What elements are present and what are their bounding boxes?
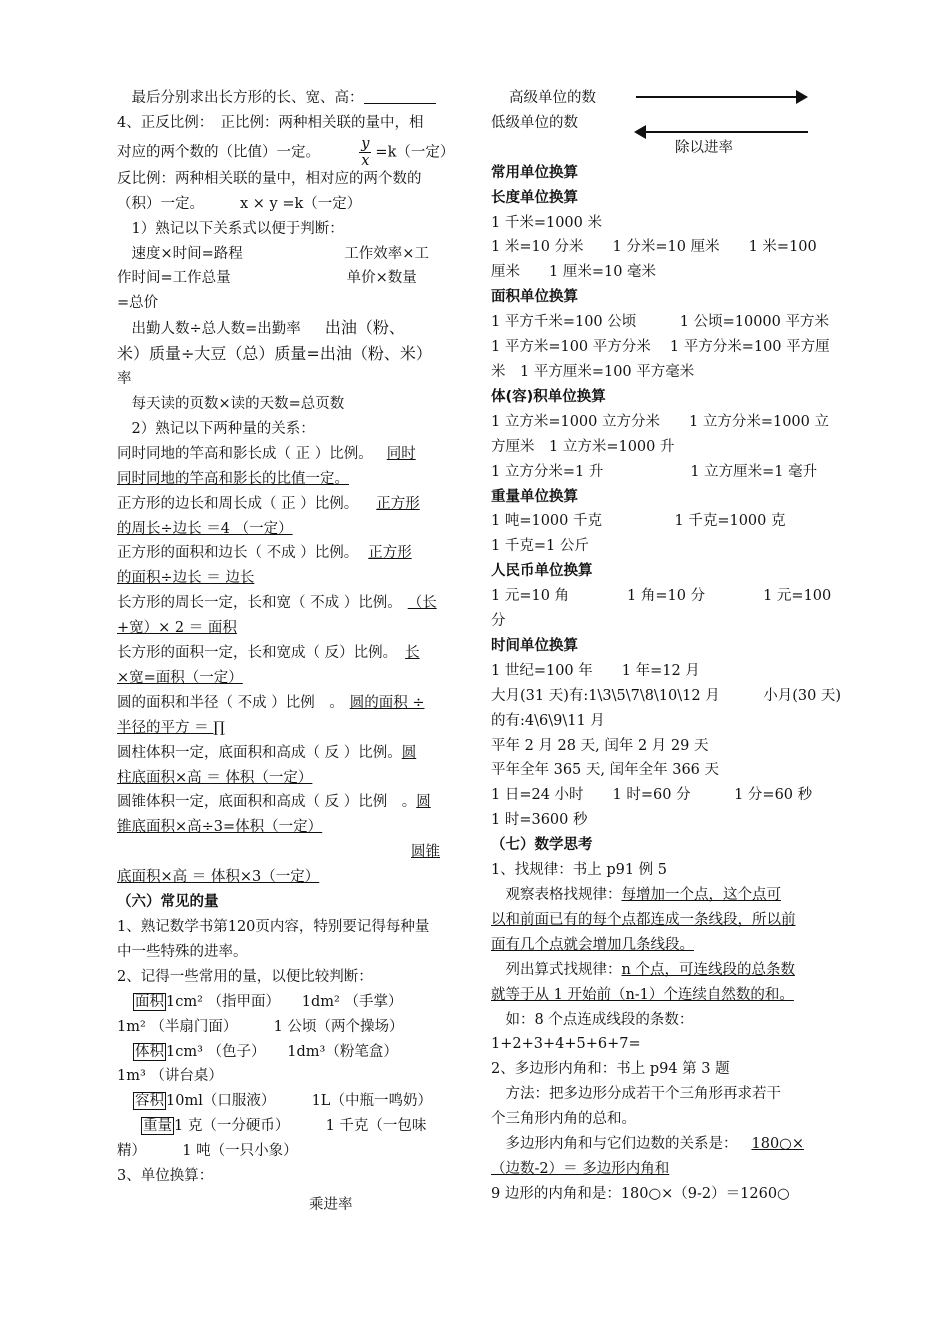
section-heading: 常用单位换算 <box>491 164 578 181</box>
line: 1 日=24 小时 1 时=60 分 1 分=60 秒 <box>491 787 813 804</box>
line: 1 世纪=100 年 1 年=12 月 <box>491 662 700 679</box>
left-column <box>117 86 460 1218</box>
line: 作时间=工作总量 单价×数量 <box>117 270 417 287</box>
line: 1 立方米=1000 立方分米 1 立方分米=1000 立 <box>491 413 829 430</box>
line: 方法：把多边形分成若干个三角形再求若干 <box>491 1086 781 1103</box>
line: 最后分别求出长方形的长、宽、高： <box>117 86 460 111</box>
line: 个三角形内角的总和。 <box>491 1111 636 1128</box>
line: 米）质量÷大豆（总）质量=出油（粉、米） <box>117 344 432 364</box>
line: 观察表格找规律：每增加一个点，这个点可 <box>491 887 781 903</box>
section-heading: 面积单位换算 <box>491 289 578 306</box>
line: 1 立方分米=1 升 1 立方厘米=1 毫升 <box>491 463 818 480</box>
section-heading: 体(容)积单位换算 <box>491 388 606 405</box>
line: 柱底面积×高 ＝ 体积（一定） <box>117 769 313 786</box>
line: 同时同地的竿高和影长的比值一定。 <box>117 470 349 487</box>
capacity-box: 容积 <box>135 1093 164 1110</box>
line: 长方形的周长一定，长和宽（ 不成 ）比例。 （长 <box>117 595 437 612</box>
line: 1 米=10 分米 1 分米=10 厘米 1 米=100 <box>491 239 817 256</box>
line: 以和前面已有的每个点都连成一条线段，所以前 <box>491 911 796 928</box>
line: ×宽=面积（一定） <box>117 669 243 686</box>
line: 率 <box>117 371 132 388</box>
line: 的有:4\6\9\11 月 <box>491 712 605 729</box>
section-heading: 重量单位换算 <box>491 488 578 505</box>
right-arrow-head-icon <box>796 90 808 104</box>
line: 1 时=3600 秒 <box>491 812 588 829</box>
line: 多边形内角和与它们边数的关系是： 180○× <box>491 1136 804 1153</box>
weight-box: 重量 <box>143 1118 172 1135</box>
section-heading: 人民币单位换算 <box>491 563 593 580</box>
line: 1 千克=1 公斤 <box>491 538 589 555</box>
line: 低级单位的数 <box>491 114 578 131</box>
line: 1、熟记数学书第120页内容，特别要记得每种量 <box>117 919 430 935</box>
right-arrow <box>636 96 800 98</box>
line: 出勤人数÷总人数=出勤率 出油（粉、 <box>117 318 405 338</box>
line: 乘进率 <box>309 1196 353 1213</box>
section-heading: 时间单位换算 <box>491 637 578 654</box>
line: 容积 10ml（口服液） 1L（中瓶一鸣奶） <box>135 1093 432 1110</box>
left-arrow-head-icon <box>634 125 646 139</box>
section-heading: （七）数学思考 <box>491 837 593 854</box>
line: 厘米 1 厘米=10 毫米 <box>491 264 657 281</box>
line: 平年 2 月 28 天, 闰年 2 月 29 天 <box>491 737 709 754</box>
line: 每天读的页数×读的天数=总页数 <box>117 395 345 412</box>
line: 2、多边形内角和：书上 p94 第 3 题 <box>491 1061 730 1078</box>
line: （边数-2）＝ 多边形内角和 <box>491 1160 670 1177</box>
line: 方厘米 1 立方米=1000 升 <box>491 438 675 455</box>
line: 1 千米=1000 米 <box>491 214 602 231</box>
line: 圆锥 <box>411 844 440 861</box>
line: =总价 <box>117 295 159 312</box>
line: 平年全年 365 天, 闰年全年 366 天 <box>491 762 720 779</box>
line: 中一些特殊的进率。 <box>117 943 248 960</box>
line: 的面积÷边长 ＝ 边长 <box>117 570 255 587</box>
line: 4、正反比例： 正比例：两种相关联的量中，相 <box>117 114 424 131</box>
line: 1m³ （讲台桌） <box>117 1068 223 1085</box>
answer-blank <box>364 103 436 104</box>
line: 就等于从 1 开始前（n-1）个连续自然数的和。 <box>491 986 794 1003</box>
line: 正方形的面积和边长（ 不成 ）比例。 正方形 <box>117 545 412 562</box>
line: 正方形的边长和周长成（ 正 ）比例。 正方形 <box>117 495 420 512</box>
line: 9 边形的内角和是：180○×（9-2）＝1260○ <box>491 1185 790 1202</box>
line: 锥底面积×高÷3=体积（一定） <box>117 819 323 836</box>
line: 反比例：两种相关联的量中，相对应的两个数的 <box>117 170 422 187</box>
line: 圆柱体积一定，底面积和高成（ 反 ）比例。圆 <box>117 744 417 761</box>
line: 米 1 平方厘米=100 平方毫米 <box>491 363 695 380</box>
line: （积）一定。 x × y =k（一定） <box>117 195 362 212</box>
line: 的周长÷边长 ＝4 （一定） <box>117 520 293 537</box>
line: 2）熟记以下两种量的关系： <box>117 420 315 437</box>
left-arrow <box>644 131 808 133</box>
line: 重量 1 克（一分硬币） 1 千克（一包味 <box>143 1118 427 1135</box>
line: 长方形的面积一定，长和宽成（ 反）比例。 长 <box>117 645 420 662</box>
line: 分 <box>491 613 506 630</box>
line: 面积 1cm² （指甲面） 1dm² （手掌） <box>135 993 403 1010</box>
line: 对应的两个数的（比值）一定。 $\frac{y}{x}$ =k（一定） <box>117 135 455 169</box>
line: 1 平方千米=100 公顷 1 公顷=10000 平方米 <box>491 314 829 331</box>
line: 1 元=10 角 1 角=10 分 1 元=100 <box>491 588 832 605</box>
section-heading: （六）常见的量 <box>117 894 219 911</box>
volume-box: 体积 <box>135 1043 164 1060</box>
line: 1+2+3+4+5+6+7= <box>491 1036 641 1053</box>
line: 1 吨=1000 千克 1 千克=1000 克 <box>491 513 786 530</box>
line: 1 平方米=100 平方分米 1 平方分米=100 平方厘 <box>491 339 830 356</box>
line: 同时同地的竿高和影长成（ 正 ）比例。 同时 <box>117 445 416 462</box>
right-column <box>491 86 842 1207</box>
line: 圆锥体积一定，底面积和高成（ 反 ）比例 。圆 <box>117 794 431 811</box>
line: 底面积×高 ＝ 体积×3（一定） <box>117 869 320 886</box>
line: 高级单位的数 <box>509 90 596 106</box>
line: 如：8 个点连成线段的条数： <box>491 1011 694 1028</box>
line: 2、记得一些常用的量，以便比较判断： <box>117 968 373 985</box>
line: 半径的平方 ＝ ∏ <box>117 719 225 736</box>
line: 大月(31 天)有:1\3\5\7\8\10\12 月 小月(30 天) <box>491 687 842 704</box>
section-heading: 长度单位换算 <box>491 189 578 206</box>
line: 1、找规律：书上 p91 例 5 <box>491 862 668 879</box>
line: 3、单位换算： <box>117 1168 214 1185</box>
line: 列出算式找规律：n 个点，可连线段的总条数 <box>491 961 795 978</box>
line: 圆的面积和半径（ 不成 ）比例 。 圆的面积 ÷ <box>117 694 425 711</box>
line: 速度×时间=路程 工作效率×工 <box>117 245 429 262</box>
ratio-fraction: $\frac{y}{x}$ <box>361 135 370 169</box>
line: 体积 1cm³ （色子） 1dm³（粉笔盒） <box>135 1043 398 1060</box>
area-box: 面积 <box>135 993 164 1010</box>
inverse-formula: x × y =k（一定） <box>240 195 362 212</box>
line: +宽）× 2 ＝ 面积 <box>117 620 237 637</box>
line: 1）熟记以下关系式以便于判断： <box>117 220 344 237</box>
line: 精） 1 吨（一只小象） <box>117 1143 298 1160</box>
line: 面有几个点就会增加几条线段。 <box>491 936 694 953</box>
line: 除以进率 <box>675 139 733 156</box>
line: 1m² （半扇门面） 1 公顷（两个操场） <box>117 1018 404 1035</box>
